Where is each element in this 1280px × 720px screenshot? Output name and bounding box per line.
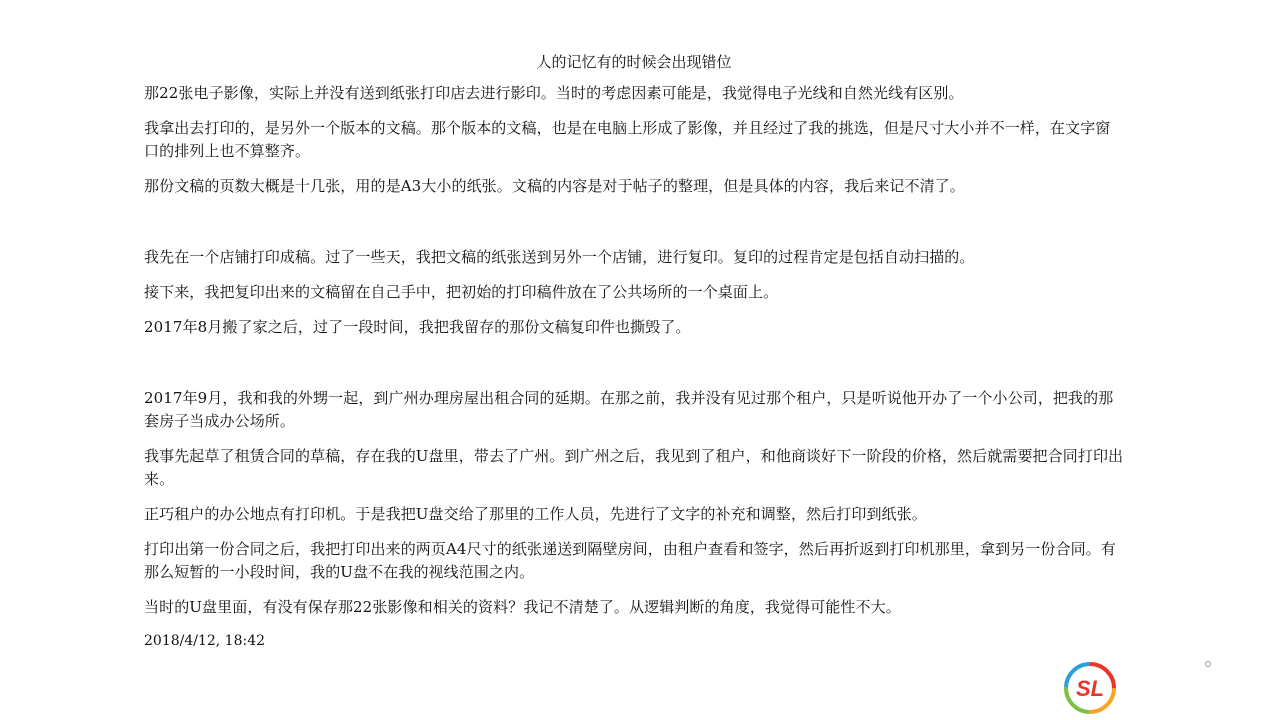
paragraph: 我先在一个店铺打印成稿。过了一些天，我把文稿的纸张送到另外一个店铺，进行复印。复印的过程肯定是包括自动扫描的。: [144, 248, 975, 266]
small-circle-icon: [1205, 661, 1211, 667]
paragraph: 那份文稿的页数大概是十几张，用的是A3大小的纸张。文稿的内容是对于帖子的整理，但是具体的内容，我后来记不清了。: [144, 177, 965, 195]
section-spacer: [144, 210, 1124, 246]
paragraph: 当时的U盘里面，有没有保存那22张影像和相关的资料？我记不清楚了。从逻辑判断的角度，我觉得可能性不大。: [144, 598, 901, 616]
sl-logo-icon: [1062, 660, 1118, 716]
logo-text: SL: [1075, 676, 1105, 701]
paragraph: 我拿出去打印的，是另外一个版本的文稿。那个版本的文稿，也是在电脑上形成了影像，并且经过了我的挑选，但是尺寸大小并不一样，在文字窗口的排列上也不算整齐。: [144, 119, 1111, 160]
section-spacer: [144, 351, 1124, 387]
document-body: [144, 52, 1124, 651]
paragraph: 打印出第一份合同之后，我把打印出来的两页A4尺寸的纸张递送到隔壁房间，由租户查看和签字，然后再折返到打印机那里，拿到另一份合同。有那么短暂的一小段时间，我的U盘不在我的视线范围之内。: [144, 540, 1116, 581]
paragraph: 我事先起草了租赁合同的草稿，存在我的U盘里，带去了广州。到广州之后，我见到了租户，和他商谈好下一阶段的价格，然后就需要把合同打印出来。: [144, 447, 1124, 488]
paragraph: 正巧租户的办公地点有打印机。于是我把U盘交给了那里的工作人员，先进行了文字的补充和调整，然后打印到纸张。: [144, 505, 927, 523]
paragraph: 那22张电子影像，实际上并没有送到纸张打印店去进行影印。当时的考虑因素可能是，我觉得电子光线和自然光线有区别。: [144, 84, 964, 102]
paragraph: 接下来，我把复印出来的文稿留在自己手中，把初始的打印稿件放在了公共场所的一个桌面上。: [144, 283, 779, 301]
paragraph: 2017年8月搬了家之后，过了一段时间，我把我留存的那份文稿复印件也撕毁了。: [144, 318, 691, 336]
paragraph: 2017年9月，我和我的外甥一起，到广州办理房屋出租合同的延期。在那之前，我并没有见过那个租户，只是听说他开办了一个小公司，把我的那套房子当成办公场所。: [144, 389, 1114, 430]
timestamp: 2018/4/12, 18:42: [144, 633, 266, 649]
document-title: 人的记忆有的时候会出现错位: [536, 53, 732, 71]
